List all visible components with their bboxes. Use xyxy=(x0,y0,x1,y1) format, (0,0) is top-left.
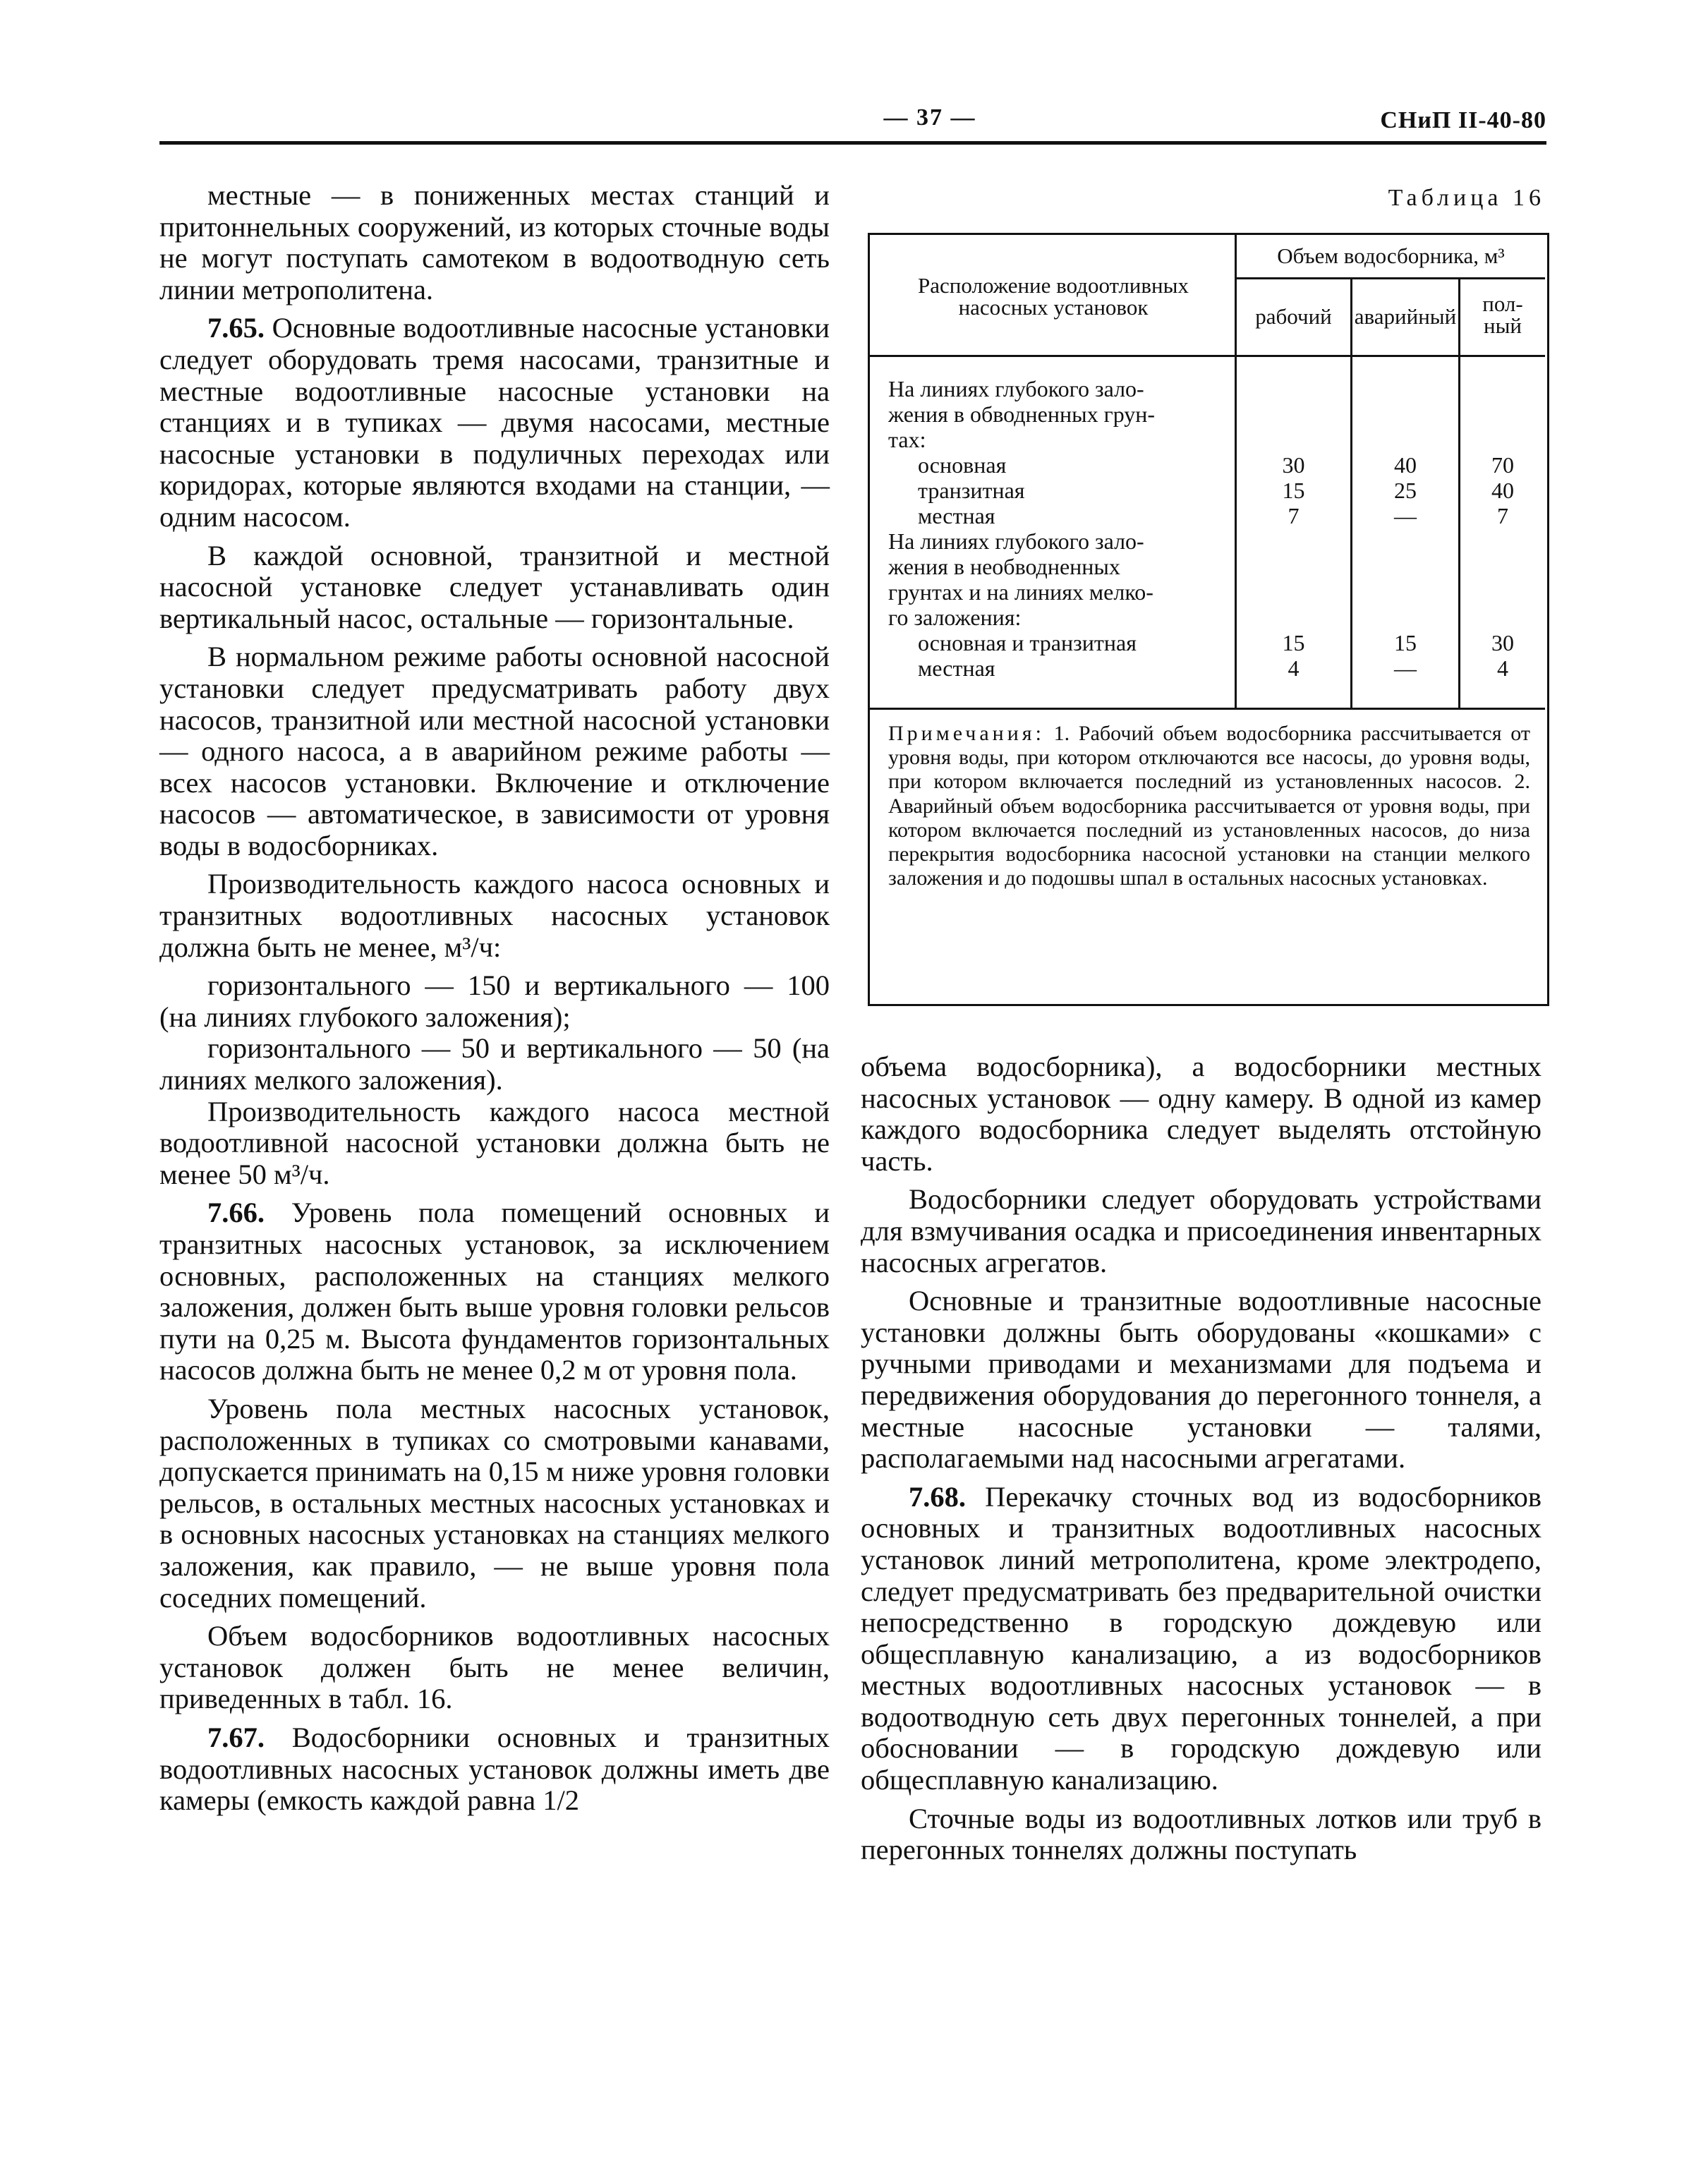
paragraph-text: Уровень пола местных насосных установок, расположенных в тупиках со смотровыми канавами, допускается принимать на 0,15 м ниже уровня головки рельсов, в остальных местных насосных установках и в основных насосных установках на станциях мелкого заложения, как правило, — не выше уровня пола соседних помещений. xyxy=(159,1392,830,1614)
table-col-work: рабочий xyxy=(1255,304,1332,329)
table-hline xyxy=(870,708,1545,710)
paragraph xyxy=(159,1393,830,1614)
paragraph-text: Основные водоотливные насосные установки следует оборудовать тремя насосами, транзитные и местные водоотливные насосные установки на станциях и в тупиках — двумя насосами, местные насосные установки в подуличных переходах или коридорах, которые являются входами на станции, — одним насосом. xyxy=(159,312,830,533)
paragraph xyxy=(159,1033,830,1096)
table-cell-emergency: — xyxy=(1394,503,1417,528)
table-row-label: транзитная xyxy=(918,478,1025,503)
table-cell-emergency: 40 xyxy=(1394,452,1417,478)
left-column xyxy=(159,180,830,1817)
table-cell-full: 40 xyxy=(1491,478,1514,503)
paragraph-text: горизонтального — 50 и вертикального — 50 (на линиях мелкого заложения). xyxy=(159,1032,830,1096)
table-notes xyxy=(888,722,1530,890)
table-row-label: го заложения: xyxy=(888,605,1022,630)
clause-number: 7.65. xyxy=(207,312,265,344)
paragraph-text: В каждой основной, транзитной и местной насосной установке следует устанавливать один вертикальный насос, остальные — горизонтальные. xyxy=(159,539,830,634)
paragraph xyxy=(159,540,830,635)
table-cell-work: 7 xyxy=(1288,503,1300,528)
right-column xyxy=(861,1051,1542,1866)
table-row-label: тах: xyxy=(888,427,926,452)
table-cell-work: 15 xyxy=(1282,630,1305,655)
table-row-label: жения в обводненных грун- xyxy=(888,401,1156,427)
paragraph-text: В нормальном режиме работы основной насосной установки следует предусматривать работу двух насосов, транзитной или местной насосной установки — одного насоса, а в аварийном режиме работы — всех насосов установки. Включение и отключение насосов — автоматическое, в зависимости от уровня воды в водосборниках. xyxy=(159,641,830,861)
paragraph xyxy=(861,1184,1542,1278)
clause-number: 7.67. xyxy=(207,1721,265,1753)
paragraph xyxy=(159,1722,830,1817)
paragraph xyxy=(159,869,830,963)
table-col-full xyxy=(1460,293,1545,337)
table-row-label: основная xyxy=(918,452,1007,478)
paragraph-text: Основные и транзитные водоотливные насосные установки должны быть оборудованы «кошками» с ручными приводами и механизмами для подъема и передвижения оборудования до перегонного тоннеля, а местные насосные установки — талями, располагаемыми над насосными агрегатами. xyxy=(861,1285,1542,1475)
table-cell-emergency: — xyxy=(1394,655,1417,681)
paragraph-text: Перекачку сточных вод из водосборников основных и транзитных водоотливных насосных установок линий метрополитена, кроме электродепо, следует предусматривать без предварительной очистки непосредственно в городскую дождевую или общесплавную канализацию, а из водосборников местных водоотливных насосных установок — в водоотводную сеть двух перегонных тоннелей, а при обосновании — в городскую дождевую или общесплавную канализацию. xyxy=(861,1480,1542,1796)
paragraph-text: Уровень пола помещений основных и транзитных насосных установок, за исключением основных, расположенных на станциях мелкого заложения, должен быть выше уровня головки рельсов пути на 0,25 м. Высота фундаментов горизонтальных насосов должна быть не менее 0,2 м от уровня пола. xyxy=(159,1197,830,1386)
paragraph-text: Производительность каждого насоса основных и транзитных водоотливных насосных установок должна быть не менее, м³/ч: xyxy=(159,868,830,963)
table-cell-full: 70 xyxy=(1491,452,1514,478)
table-hline xyxy=(1235,277,1545,279)
paragraph xyxy=(159,641,830,861)
paragraph-text: Производительность каждого насоса местной водоотливной насосной установки должна быть не менее 50 м³/ч. xyxy=(159,1095,830,1190)
paragraph xyxy=(159,970,830,1033)
table-cell-work: 4 xyxy=(1288,655,1300,681)
table-cell-work: 15 xyxy=(1282,478,1305,503)
table-cell-full: 7 xyxy=(1497,503,1508,528)
paragraph xyxy=(861,1482,1542,1796)
document-code: СНиП II-40-80 xyxy=(1380,107,1546,133)
table-col-emergency: аварийный xyxy=(1354,304,1457,329)
paragraph xyxy=(159,1197,830,1386)
clause-number: 7.68. xyxy=(909,1480,966,1513)
header-rule xyxy=(159,141,1546,145)
table-caption: Таблица 16 xyxy=(1388,185,1545,211)
table-hline xyxy=(870,355,1545,357)
table-16 xyxy=(868,233,1549,1006)
table-row-label: На линиях глубокого зало- xyxy=(888,528,1144,554)
table-row-label: местная xyxy=(918,655,995,681)
clause-number: 7.66. xyxy=(207,1197,265,1229)
paragraph xyxy=(159,1096,830,1191)
table-col-full-line1: пол- xyxy=(1482,291,1523,316)
paragraph-text: Объем водосборников водоотливных насосных установок должен быть не менее величин, приведенных в табл. 16. xyxy=(159,1620,830,1715)
table-col-full-line2: ный xyxy=(1483,313,1522,338)
table-row-label: основная и транзитная xyxy=(918,630,1137,655)
notes-title: Примечания: xyxy=(888,722,1045,745)
table-row-label: На линиях глубокого зало- xyxy=(888,376,1144,401)
page-number: — 37 — xyxy=(883,104,976,131)
paragraph xyxy=(159,313,830,533)
paragraph xyxy=(159,180,830,305)
table-cell-emergency: 15 xyxy=(1394,630,1417,655)
paragraph-text: объема водосборника), а водосборники местных насосных установок — одну камеру. В одной из камер каждого водосборника следует выделять отстойную часть. xyxy=(861,1051,1542,1177)
table-cell-full: 4 xyxy=(1497,655,1508,681)
paragraph xyxy=(861,1051,1542,1177)
table-cell-full: 30 xyxy=(1491,630,1514,655)
paragraph-text: Водосборники основных и транзитных водоотливных насосных установок должны иметь две камеры (емкость каждой равна 1/2 xyxy=(159,1721,830,1817)
table-cell-emergency: 25 xyxy=(1394,478,1417,503)
table-head-volume: Объем водосборника, м³ xyxy=(1277,243,1505,268)
paragraph-text: горизонтального — 150 и вертикального — 100 (на линиях глубокого заложения); xyxy=(159,969,830,1033)
page-header xyxy=(159,103,1546,145)
paragraph-text: местные — в пониженных местах станций и притоннельных сооружений, из которых сточные воды не могут поступать самотеком в водоотводную сеть линии метрополитена. xyxy=(159,179,830,305)
table-row-label: грунтах и на линиях мелко- xyxy=(888,579,1153,605)
table-cell-work: 30 xyxy=(1282,452,1305,478)
paragraph xyxy=(861,1803,1542,1866)
table-head-location: Расположение водоотливных насосных установок xyxy=(918,273,1189,320)
paragraph xyxy=(159,1621,830,1715)
paragraph-text: Водосборники следует оборудовать устройствами для взмучивания осадка и присоединения инвентарных насосных агрегатов. xyxy=(861,1183,1542,1278)
paragraph-text: Сточные воды из водоотливных лотков или труб в перегонных тоннелях должны поступать xyxy=(861,1802,1542,1866)
paragraph xyxy=(861,1285,1542,1475)
table-row-label: жения в необводненных xyxy=(888,554,1120,579)
notes-text: 1. Рабочий объем водосборника рассчитывается от уровня воды, при котором отключаются все насосы, до уровня воды, при котором включается последний из установленных насосов. 2. Аварийный объем водосборника рассчитывается от уровня воды, при котором включается последний из установленных насосов, до низа перекрытия водосборника насосной установки на станции мелкого заложения и до подошвы шпал в остальных насосных установках. xyxy=(888,722,1530,890)
table-row-label: местная xyxy=(918,503,995,528)
